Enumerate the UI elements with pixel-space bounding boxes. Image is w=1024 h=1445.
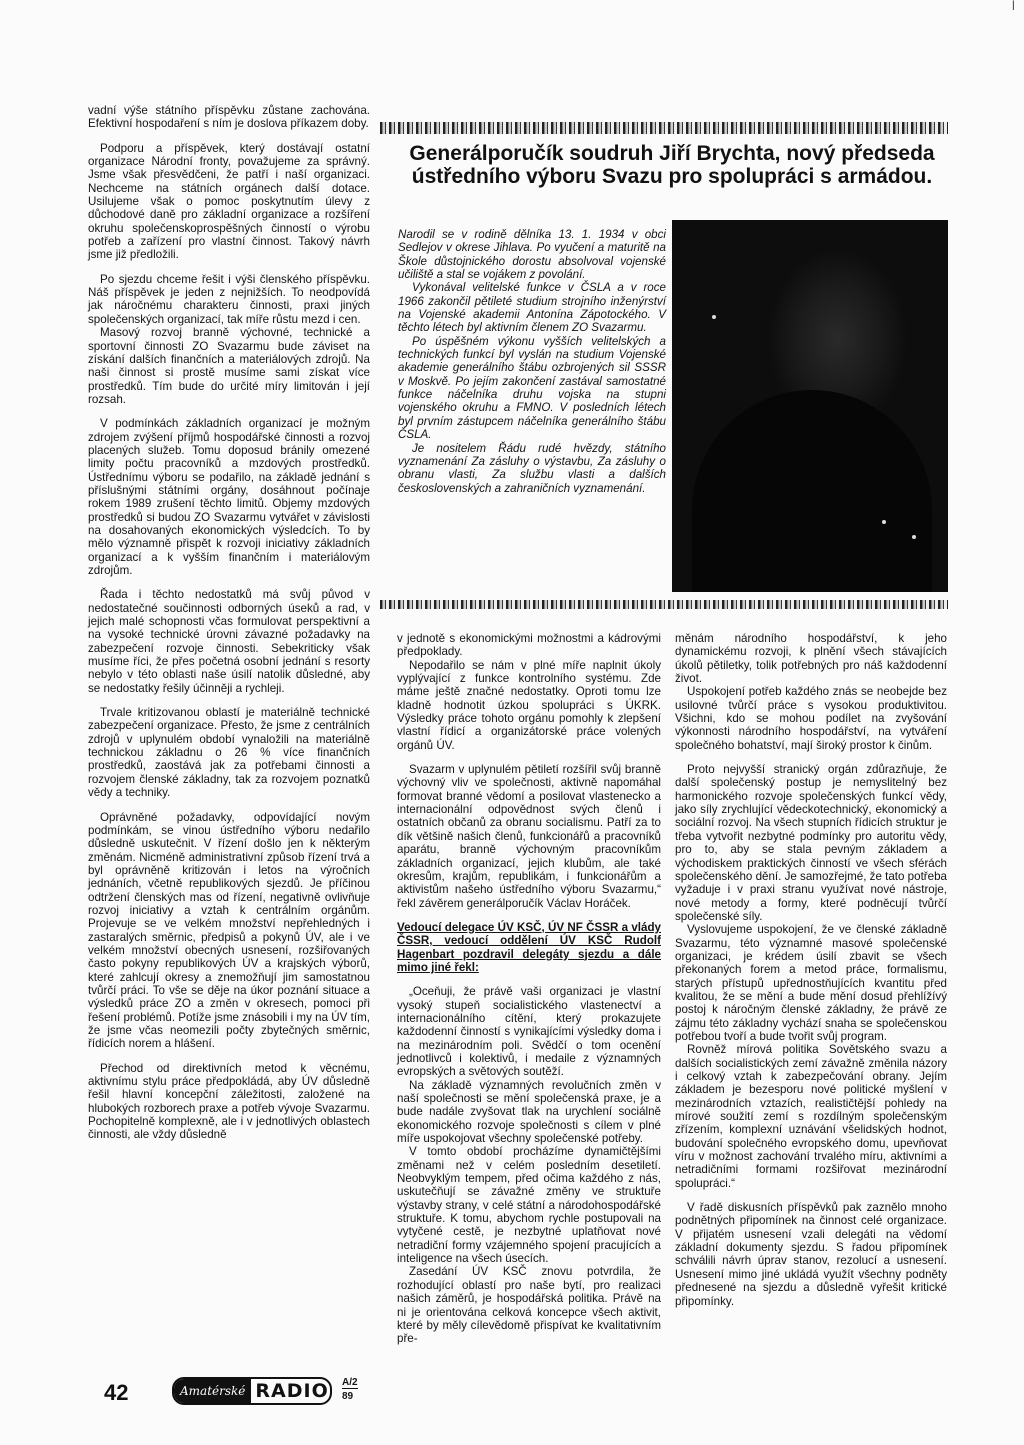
- mid-paragraph-2: Nepodařilo se nám v plné míře naplnit úkoly vyplývající z funkce kontrolního systému. Zde máme ještě značné nedostatky. Oproti tomu lze kladně hodnotit úzkou spolupráci s ÚKRK. Výsledky práce tohoto orgánu pomohly k zlepšení vlastní řídicí a organizátorské práce volených orgánů ÚV.: [397, 658, 661, 752]
- left-paragraph-3: Po sjezdu chceme řešit i výši členského příspěvku. Náš příspěvek je jeden z nejnižších. To neodpovídá jak náročnému charakteru činnosti, praxi jiných společenských organizací, tak míře růstu mezd i cen.: [88, 272, 370, 326]
- left-column: [88, 104, 370, 1153]
- left-paragraph-1: vadní výše státního příspěvku zůstane zachována. Efektivní hospodaření s ním je doslova příkazem doby.: [88, 104, 370, 131]
- page-number: 42: [104, 1380, 129, 1405]
- left-paragraph-5: V podmínkách základních organizací je možným zdrojem zvýšení příjmů hospodářské činnosti a rozvoj placených služeb. Tomu doposud bránily omezené limity počtu pracovníků a mzdových prostředků. Ústřednímu výboru se podařilo, na základě jednání s příslušnými státními orgány, dosáhnout počínaje rokem 1989 zrušení těchto limitů. Objemy mzdových prostředků si budou ZO Svazarmu vytvářet v závislosti na dosahovaných ekonomických výsledcích. To by mělo významně přispět k rozvoji iniciativy základních organizací a k vyšším finančním i materiálovým zdrojům.: [88, 417, 370, 577]
- right-paragraph-5: Rovněž mírová politika Sovětského svazu a dalších socialistických zemí závažně změnila názory i celkový vztah k zabezpečování obrany. Jejím základem je bezesporu nové politické myšlení v mezinárodních vztazích, realističtější pohledy na mírové soužití zemí s rozdílným společenským zřízením, komplexní uznávání všelidských hodnot, budování společného evropského domu, upevňovat víru v možnost zachování trvalého míru, aktivními a netradičními formami rozšiřovat mezinárodní spolupráci.“: [675, 1043, 947, 1190]
- mid-paragraph-3: Svazarm v uplynulém pětiletí rozšířil svůj branně výchovný vliv ve společnosti, aktivně napomáhal formovat branné vědomí a posilovat vlastenecko a internacionální odpovědnost svých členů i ostatních občanů za obranu socialismu. Patří za to dík většině našich členů, funkcionářů a pracovníků aparátu, branně výchovným pracovníkům základních organizací, jejich klubům, ale také okresům, krajům, republikám, i funkcionářům a aktivistům našeho ústředního výboru Svazarmu,“ řekl závěrem generálporučík Václav Horáček.: [397, 763, 661, 910]
- left-paragraph-9: Přechod od direktivních metod k věcnému, aktivnímu stylu práce předpokládá, aby ÚV důsledně řešil hlavní koncepční záležitosti, založené na hlubokých rozborech praxe a potřeb vývoje Svazarmu. Pochopitelně komplexně, ale i v jednotlivých oblastech činnosti, ale vždy důsledně: [88, 1061, 370, 1142]
- logo-word: RADIO: [255, 1380, 329, 1402]
- logo-script-text: Amatérské: [174, 1379, 251, 1403]
- photo-speck: [912, 535, 916, 539]
- left-paragraph-8: Oprávněné požadavky, odpovídající novým podmínkám, se vinou ústředního výboru nedařilo důsledně uskutečnit. V řízení došlo jen k některým změnám. Nicméně administrativní způsob řízení trvá a byl oprávněně kritizován i letos na výročních jednáních, včetně republikových sjezdů. Je příčinou odtržení členských mas od řízení, negativně ovlivňuje rozvoj iniciativy a vztah k centrálním orgánům. Projevuje se ve velkém množství nepřehledných i zastaralých směrnic, předpisů a pokynů ÚV, ale i ve velkém množství obecných usnesení, rozšiřovaných často pokyny republikových ÚV a krajských výborů, které zahlcují okresy a znemožňují jim samostatnou tvůrčí práci. To vše se děje na úkor poznání situace a výsledků práce ZO a změn v okresech, pomoci při řešení problémů. Potíže jsme znásobili i my na ÚV tím, že jsme včas neomezili počty zbytečných směrnic, řídicích norem a hlášení.: [88, 810, 370, 1051]
- right-paragraph-1: měnám národního hospodářství, k jeho dynamickému rozvoji, k plnění všech stávajících úkolů pětiletky, tolik potřebných pro náš každodenní život.: [675, 632, 947, 686]
- right-column: [675, 632, 947, 1319]
- right-paragraph-3: Proto nejvyšší stranický orgán zdůrazňuje, že další společenský postup je nemyslitelný bez harmonického rozvoje společenských funkcí vědy, jako síly zrychlující vědeckotechnický, ekonomický a sociální rozvoj. Na všech stupních řídicích struktur je třeba vytvořit nezbytné podmínky pro autoritu vědy, pro to, aby se stala pevným základem a východiskem praktických činností ve všech sférách společenského dění. Je samozřejmé, že tato potřeba vyžaduje i v praxi stranu využívat nové nástroje, nové metody a formy, které podněcují tvůrčí společenské síly.: [675, 763, 947, 923]
- mid-paragraph-7: V tomto období procházíme dynamičtějšími změnami než v celém posledním desetiletí. Neobvyklým tempem, před očima každého z nás, uskutečňují se závažné změny ve struktuře výstavby strany, v celé státní a národohospodářské struktuře. K tomu, abychom rychle postupovali na vytyčené cestě, je nezbytné uplatňovat nové netradiční formy vzájemného spojení pracujících a inteligence na všech úsecích.: [397, 1145, 661, 1266]
- mid-paragraph-1: v jednotě s ekonomickými možnostmi a kádrovými předpoklady.: [397, 632, 661, 659]
- portrait-silhouette: [692, 390, 932, 592]
- right-paragraph-4: Vyslovujeme uspokojení, že ve členské základně Svazarmu, této významné masové společenské organizaci, je krédem úsilí zbavit se všech překonaných forem a metod práce, formalismu, starých přístupů upřednostňujících kvantitu před kvalitou, že se mění a bude mění dosud přehlížívý postoj k náročným členské základny, že právě ze zájmu této základny vychází snaha se společenskou potřebou tvoří a bude tvořit svůj program.: [675, 923, 947, 1043]
- photo-speck: [712, 315, 716, 319]
- left-paragraph-7: Trvale kritizovanou oblastí je materiálně technické zabezpečení organizace. Přesto, že jsme z centrálních zdrojů v uplynulém období vynaložili na materiálně technickou základnu o 26 % více finančních prostředků, zaostává jak za potřebami činnosti a rozvojem členské základny, tak za rozvojem poznatků vědy a techniky.: [88, 706, 370, 800]
- right-paragraph-6: V řadě diskusních příspěvků pak zaznělo mnoho podnětných připomínek na činnost celé organizace. V přijatém usnesení vzali delegáti na vědomí základní dokumenty sjezdu. S řadou připomínek schválili návrh úprav stanov, rezolucí a usnesení. Usnesení mimo jiné ukládá využít všechny podněty přednesené na sjezdu a důsledně vyřešit kritické připomínky.: [675, 1201, 947, 1308]
- magazine-logo: [172, 1377, 332, 1405]
- headline: Generálporučík soudruh Jiří Brychta, nový předseda ústředního výboru Svazu pro spolupráci s armádou.: [409, 142, 935, 188]
- left-paragraph-4: Masový rozvoj branně výchovné, technické a sportovní činnosti ZO Svazarmu bude záviset na získání dalších finančních a materiálových zdrojů. Na naši činnost si prostě musíme sami získat více prostředků. Tím bude do určité míry limitován i její rozsah.: [88, 326, 370, 406]
- bio-paragraph-4: Je nositelem Řádu rudé hvězdy, státního vyznamenání Za zásluhy o výstavbu, Za zásluhy o obranu vlasti, Za službu vlasti a dalších československých a zahraničních vyznamenání.: [398, 441, 666, 495]
- corner-mark: |: [1012, 0, 1015, 11]
- mid-paragraph-8: Zasedání ÚV KSČ znovu potvrdila, že rozhodující oblastí pro naše bytí, pro realizaci našich záměrů, je hospodářská politika. Právě na ni je orientována celková koncepce všech aktivit, které by měly cílevědomě přispívat ke kvalitativním pře-: [397, 1265, 661, 1346]
- mid-paragraph-delegation: Vedoucí delegace ÚV KSČ, ÚV NF ČSSR a vlády ČSSR, vedoucí oddělení ÚV KSČ Rudolf Hagenbart pozdravil delegáty sjezdu a dále mimo jiné řekl:: [397, 920, 661, 974]
- issue-year: 89: [342, 1391, 354, 1402]
- right-paragraph-2: Uspokojení potřeb každého znás se neobejde bez usilovné tvůrčí práce s vysokou produktivitou. Všichni, kdo se mohou podílet na zvyšování výkonnosti národního hospodářství, na vytváření společného bohatství, mají široký prostor k činům.: [675, 685, 947, 752]
- bio-paragraph-3: Po úspěšném výkonu vyšších velitelských a technických funkcí byl vyslán na studium Vojenské akademie generálního štábu ozbrojených sil SSSR v Moskvě. Po jejím zakončení zastával samostatné funkce náčelníka druhu vojska na stupni vojenského okruhu a FMNO. V posledních létech byl prvním zástupcem náčelníka generálního štábu ČSLA.: [398, 334, 666, 442]
- left-paragraph-6: Řada i těchto nedostatků má svůj původ v nedostatečné součinnosti odborných úseků a rad, v jejich malé schopnosti včas formulovat perspektivní a na vysoké technické úrovni závazné požadavky na zabezpečení rozvoje činnosti. Sebekriticky však musíme říci, že přes početná osobní jednání s resorty nebylo v této oblasti naše úsilí natolik důsledné, aby se nedostatky řešily účinněji a rychleji.: [88, 588, 370, 695]
- photo-speck: [882, 520, 886, 524]
- mid-paragraph-5: „Oceňuji, že právě vaši organizaci je vlastní vysoký stupeň socialistického vlastenectví a internacionálního cítění, který prokazujete každodenní činností s vynikajícími výsledky doma i na mezinárodním poli. Svědčí o tom ocenění jednotlivců i kolektivů, i medaile z významných evropských a světových soutěží.: [397, 985, 661, 1079]
- bio-paragraph-1: Narodil se v rodině dělníka 13. 1. 1934 v obci Sedlejov v okrese Jihlava. Po vyučení a maturitě na Škole důstojnického dorostu absolvoval vojenské učiliště a stal se vojákem z povolání.: [398, 228, 666, 282]
- bio-box: [398, 228, 666, 495]
- bio-paragraph-2: Vykonával velitelské funkce v ČSLA a v roce 1966 zakončil pětileté studium strojního inženýrství na Vojenské akademii Antonína Zápotockého. V těchto létech byl aktivním členem ZO Svazarmu.: [398, 281, 666, 335]
- issue-number: A/2: [342, 1377, 358, 1388]
- speckled-rule-bottom: [380, 600, 948, 609]
- mid-paragraph-6: Na základě významných revolučních změn v naší společnosti se mění společenská praxe, je a bude nadále zvyšovat tlak na urychlení sociálně ekonomického rozvoje společnosti s cílem v plné míře uspokojovat všechny společenské potřeby.: [397, 1078, 661, 1146]
- speckled-rule-top: [380, 122, 948, 134]
- left-paragraph-2: Podporu a příspěvek, který dostávají ostatní organizace Národní fronty, považujeme za správný. Jsme však přesvědčeni, že patří i naší organizaci. Nechceme na státních orgánech další dotace. Usilujeme však o pomoc poskytnutím úlevy z důchodové daně pro základní organizace a rozšíření okruhu společenskoprospěšných činností o výrobu potřeb a zařízení pro vlastní činnost. Takový návrh jsme již předložili.: [88, 141, 370, 262]
- portrait-photo: [672, 220, 948, 592]
- middle-column: [397, 632, 661, 1357]
